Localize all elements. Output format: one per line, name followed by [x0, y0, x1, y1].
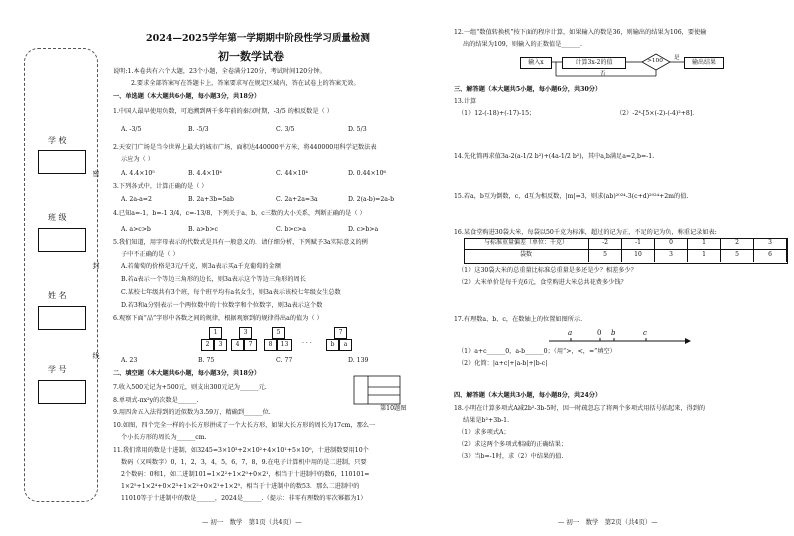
name-field[interactable] [38, 306, 86, 330]
q18-part1: （1）求多项式A； [458, 429, 510, 436]
q18-line1: 18.小明在计算多项式A减2b²-3b-5时，因一时疏忽忘了将两个多项式用括号括起来，得到的 [454, 405, 706, 412]
table-count-cell: 5 [721, 250, 754, 262]
q13-part2: （2）-2⁴-[5×(-2)-(-4)²+8]． [616, 110, 699, 117]
q17-part1: （1）a+c______0，a-b______0；（用“>，<，=”填空） [458, 348, 616, 355]
q18-part3: （3）当b=-1时，求（2）中结果的值. [458, 453, 564, 460]
q10-line2: 个小长方形的周长为______cm. [121, 434, 207, 441]
table-header-deviation: 与标准重量偏差（单位：千克） [464, 238, 589, 250]
q16: 16.某食堂购进30袋大米，每袋以50千克为标准，超过的记为正，不足的记为负，称重记录如表: [454, 229, 717, 236]
q14: 14.先化简再求值3a-2(a-1/2 b²)+(4a-1/2 b²)，其中a,b满足a=2,b=-1. [454, 153, 655, 160]
q12-line1: 12.一组“数值转换机”按下面的程序计算，如果输入的数是36，则输出的结果为106，要使输 [454, 29, 707, 36]
flowchart [516, 52, 778, 82]
table-header-count: 袋数 [464, 250, 589, 262]
pin3-top: 5 [272, 327, 285, 339]
pin2-top: 3 [239, 327, 252, 339]
axis-label-c: c [643, 329, 647, 337]
q6-opt-c: C. 77 [276, 357, 293, 364]
table-count-cell: 3 [655, 250, 688, 262]
q6-opt-b: B. 75 [198, 357, 215, 364]
q17: 17.有理数a、b、c，在数轴上的位置如图所示. [454, 316, 583, 323]
q5-opt-d: D.若3和a分别表示一个两位数中的十位数字和个位数字，则3a表示这个数 [121, 302, 323, 309]
pin4-right: a [339, 339, 352, 351]
q17-part2: （2）化简：|a+c|+|a-b|+|b-c| [458, 360, 548, 367]
flow-no: 否 [600, 71, 606, 77]
q16-part2: （2）大米单价是每千克6元，食堂购进大米总共花费多少钱？ [458, 279, 627, 286]
q3-opt-c: C. 2a+2a=3a [276, 196, 318, 203]
q18-line2: 结果是b²+3b-1. [463, 417, 510, 424]
pin1-right: 3 [214, 339, 227, 351]
q10-line1: 10.如图，四个完全一样的小长方形拼成了一个大长方形，如果大长方形的周长为17cm，那么一 [113, 422, 376, 429]
flow-output: 输出结果 [684, 57, 724, 69]
flow-condition: >100 [647, 58, 663, 64]
pin-dots: · · · [302, 340, 312, 347]
pin4-top: 7 [334, 327, 347, 339]
q13-part1: （1）12-(-18)+(-17)-15； [458, 110, 536, 117]
axis-label-b: b [611, 329, 616, 337]
q5-line2: 子中不正确的是（ ） [121, 251, 179, 258]
q4-opt-c: C. b>c>a [276, 226, 306, 233]
table-deviation-cell: 3 [754, 238, 787, 250]
q2-opt-b: B. 4.4×10⁴ [188, 170, 222, 177]
flow-yes: 是 [674, 55, 680, 61]
q18-part2: （2）求这两个多项式相减的正确结果； [458, 441, 568, 448]
pin2-left: 4 [231, 339, 244, 351]
q11-line4: 1×2⁵+1×2⁴+0×2³+1×2²+0×2¹+1×2⁰，相当于十进制中的数53．那么二进制中的 [121, 483, 360, 490]
q3-opt-a: A. 2a-a=2 [121, 196, 152, 203]
pin1-top: 1 [209, 327, 222, 339]
pin4-left: b [326, 339, 339, 351]
q16-part1: （1）这30袋大米的总重量比标准总重量是多还是少？相差多少？ [458, 267, 637, 274]
table-count-cell: 5 [589, 250, 622, 262]
flow-calc: 计算3x-2的值 [562, 57, 626, 69]
q10-figure-caption: 第10题图 [380, 405, 407, 412]
q15: 15.若a，b互为倒数，c，d互为相反数，|m|=3，则求(ab)²⁰²⁴-3(c+d)²⁰²⁴+2m的值. [454, 193, 689, 200]
exam-title: 2024—2025学年第一学期期中阶段性学习质量检测 [146, 33, 370, 44]
table-count-cell: 1 [688, 250, 721, 262]
note-2: 2.要求全部答案写在答题卡上，答案要求写在规定区域内，答在试卷上的答案无效。 [131, 80, 360, 87]
q12-line2: 出的结果为109，则输入的正数值是______. [463, 41, 582, 48]
q5-line1: 5.我们知道，用字母表示的代数式是具有一般意义的．请仔细分析，下列赋予3a实际意义的例 [113, 239, 368, 246]
q7: 7.收入500元记为+500元，则支出300元记为______元. [113, 384, 267, 391]
binding-strip [24, 48, 98, 502]
table-deviation-cell: 2 [721, 238, 754, 250]
flow-input: 输入x [520, 57, 552, 69]
pin2-right: 7 [244, 339, 257, 351]
q2-opt-c: C. 44×10⁴ [276, 170, 308, 177]
q4-opt-b: B. a>b>c [188, 226, 218, 233]
section-2-heading: 二、填空题（本大题共6小题，每小题3分，共18分） [113, 370, 261, 377]
page-footer-2: — 初一 数学 第2页（共4页）— [558, 518, 658, 526]
q3-opt-d: D. 2(a-b)=2a-b [348, 196, 395, 203]
q6-opt-d: D. 139 [348, 357, 369, 364]
axis-label-zero: 0 [597, 329, 602, 337]
seal-char-3: 线 [92, 352, 100, 359]
school-label: 学 校 [48, 136, 67, 145]
q11-line5: 11010等于十进制中的数是______，2024是______.（提示：非零有理数的零次幂都为1） [121, 495, 367, 502]
table-deviation-cell: -2 [589, 238, 622, 250]
table-count-cell: 6 [754, 250, 787, 262]
q4-opt-a: A. a>c>b [121, 226, 151, 233]
q3-opt-b: B. 2a+3b=5ab [188, 196, 234, 203]
q2-opt-d: D. 0.44×10⁶ [348, 170, 386, 177]
q11-line2: 数码（又叫数字）0，1，2，3，4，5，6，7，8，9.在电子计算机中用的是二进制，只要 [121, 459, 367, 466]
section-3-heading: 三、解答题（本大题共5小题，每小题6分，共30分） [454, 86, 602, 93]
q9: 9.用四舍五入法得到的近似数为3.59万，精确到______位. [113, 409, 271, 416]
q2-opt-a: A. 4.4×10⁵ [121, 170, 155, 177]
seal-char-2: 封 [92, 262, 100, 269]
id-field[interactable] [38, 380, 86, 404]
q6: 6.观察下面“品”字形中各数之间的规律，根据观察到的规律得出a的值为（ ） [113, 315, 323, 322]
table-deviation-cell: 0 [655, 238, 688, 250]
q1-opt-a: A. -3/5 [121, 126, 142, 133]
class-label: 班 级 [48, 213, 67, 222]
q5-opt-b: B.若a表示一个等边三角形的边长，则3a表示这个等边三角形的周长 [121, 276, 306, 283]
q4-opt-d: D. c>b>a [348, 226, 379, 233]
q11-line1: 11.我们常用的数是十进制，如3245=3×10³+2×10²+4×10¹+5×10⁰，十进制数要用10个 [113, 447, 369, 454]
q1: 1.中国人最早使用负数，可追溯到两千多年前的秦汉时期，-3/5 的相反数是（ ） [113, 108, 333, 115]
pin3-right: 13 [277, 339, 292, 351]
q11-line3: 2个数码：0和1，如二进制101=1×2²+1×2⁰+0×2¹，相当于十进制中的数6，110101= [121, 471, 370, 478]
pin3-left: 8 [264, 339, 277, 351]
q8: 8.单项式-πx²y的次数是______. [113, 397, 199, 404]
table-deviation-cell: 1 [688, 238, 721, 250]
q3: 3.下列各式中，计算正确的是（ ） [113, 183, 208, 190]
table-deviation-cell: -1 [622, 238, 655, 250]
q4: 4.已知a=-1，b=-1 3/4，c=-13/8，下列关于a、b、c三数的大小关系，判断正确的是（ ） [113, 210, 366, 217]
axis-label-a: a [568, 329, 573, 337]
q1-opt-d: D. 5/3 [348, 126, 367, 133]
q2-line1: 2.天安门广场是当今世界上最大的城市广场，面积达440000平方米，将440000用科学记数法表 [113, 144, 377, 151]
school-field[interactable] [38, 150, 86, 174]
pin1-left: 2 [201, 339, 214, 351]
section-4-heading: 四、解答题（本大题共3小题，每小题8分，共24分） [454, 392, 602, 399]
section-1-heading: 一、单选题（本大题共6小题，每小题3分，共18分） [113, 93, 261, 100]
note-1: 说明:1.本卷共有六个大题，23个小题，全卷满分120分，考试时间120分钟。 [113, 68, 326, 75]
q2-line2: 示应为（ ） [121, 156, 154, 163]
class-field[interactable] [38, 228, 86, 252]
q1-opt-b: B. -5/3 [188, 126, 209, 133]
q5-opt-c: C.某校七年级共有3个班，每个班平均有a名女生，则3a表示该校七年级女生总数 [121, 289, 341, 296]
table-count-cell: 10 [622, 250, 655, 262]
page-footer-1: — 初一 数学 第1页（共4页）— [202, 518, 302, 526]
q13: 13.计算 [454, 98, 477, 105]
id-label: 学 号 [48, 365, 67, 374]
q6-opt-a: A. 23 [121, 357, 138, 364]
q5-opt-a: A.若葡萄的价格是3元/千克，则3a表示买a千克葡萄的金额 [121, 263, 281, 270]
exam-subtitle: 初一数学试卷 [218, 50, 284, 63]
name-label: 姓 名 [48, 291, 67, 300]
q1-opt-c: C. 3/5 [276, 126, 295, 133]
seal-char-1: 密 [92, 170, 100, 177]
